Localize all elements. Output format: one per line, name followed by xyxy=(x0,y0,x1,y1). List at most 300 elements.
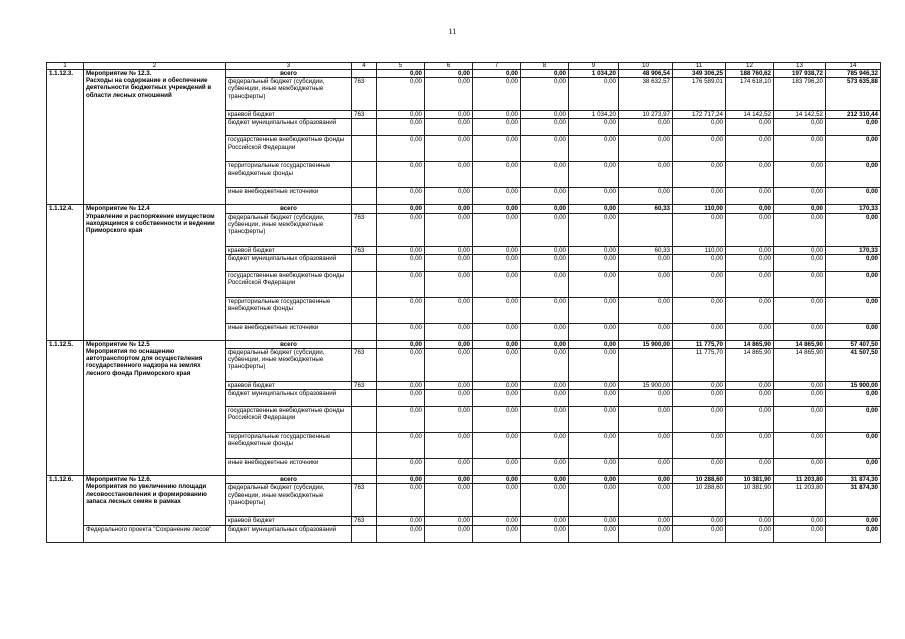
value-cell: 0,00 xyxy=(377,162,425,188)
value-cell: 41 507,50 xyxy=(826,349,881,382)
measure-name: Расходы на содержание и обеспечение деятельности бюджетных учреждений в области лесных отношений xyxy=(86,77,212,99)
value-cell: 0,00 xyxy=(619,323,673,340)
value-cell: 0,00 xyxy=(377,78,425,111)
value-cell: 31 874,30 xyxy=(826,484,881,517)
funding-source: государственные внебюджетные фонды Российской Федерации xyxy=(226,407,352,433)
value-cell: 0,00 xyxy=(473,205,521,213)
value-cell: 0,00 xyxy=(569,484,619,517)
value-cell: 0,00 xyxy=(726,517,774,525)
value-cell: 170,33 xyxy=(826,246,881,254)
measure-description xyxy=(84,205,226,340)
column-number: 14 xyxy=(826,63,881,70)
column-number: 3 xyxy=(226,63,352,70)
value-cell: 14 865,90 xyxy=(726,340,774,348)
value-cell: 0,00 xyxy=(726,382,774,390)
value-cell: 15 900,00 xyxy=(826,382,881,390)
value-cell: 0,00 xyxy=(673,119,726,136)
value-cell: 0,00 xyxy=(425,205,473,213)
value-cell: 0,00 xyxy=(473,78,521,111)
value-cell: 172 717,24 xyxy=(673,111,726,119)
column-number: 1 xyxy=(47,63,84,70)
value-cell: 0,00 xyxy=(521,476,569,484)
value-cell: 0,00 xyxy=(473,349,521,382)
value-cell: 0,00 xyxy=(826,459,881,476)
value-cell: 15 900,00 xyxy=(619,340,673,348)
value-cell: 60,33 xyxy=(619,205,673,213)
column-number: 12 xyxy=(726,63,774,70)
value-cell: 0,00 xyxy=(673,407,726,433)
value-cell: 0,00 xyxy=(473,459,521,476)
value-cell: 0,00 xyxy=(377,382,425,390)
value-cell: 0,00 xyxy=(569,390,619,407)
funding-source: государственные внебюджетные фонды Российской Федерации xyxy=(226,136,352,162)
funding-source: бюджет муниципальных образований xyxy=(226,119,352,136)
value-cell: 0,00 xyxy=(569,340,619,348)
budget-code xyxy=(352,433,377,459)
value-cell: 0,00 xyxy=(425,525,473,542)
value-cell: 0,00 xyxy=(774,136,826,162)
value-cell: 0,00 xyxy=(377,70,425,78)
funding-source: территориальные государственные внебюджетные фонды xyxy=(226,433,352,459)
value-cell: 0,00 xyxy=(473,525,521,542)
value-cell: 0,00 xyxy=(425,433,473,459)
value-cell: 0,00 xyxy=(473,136,521,162)
budget-code xyxy=(352,407,377,433)
value-cell: 11 775,70 xyxy=(673,349,726,382)
value-cell: 0,00 xyxy=(619,297,673,323)
value-cell: 0,00 xyxy=(377,484,425,517)
budget-code: 763 xyxy=(352,78,377,111)
value-cell: 0,00 xyxy=(826,407,881,433)
value-cell: 0,00 xyxy=(521,254,569,271)
value-cell: 38 632,57 xyxy=(619,78,673,111)
value-cell: 0,00 xyxy=(826,213,881,246)
value-cell: 0,00 xyxy=(726,271,774,297)
measure-title: Мероприятие № 12.3. xyxy=(86,70,152,77)
value-cell: 0,00 xyxy=(569,271,619,297)
value-cell: 0,00 xyxy=(826,119,881,136)
value-cell: 10 288,60 xyxy=(673,484,726,517)
budget-code xyxy=(352,205,377,213)
value-cell: 0,00 xyxy=(377,340,425,348)
value-cell: 0,00 xyxy=(473,213,521,246)
budget-code: 763 xyxy=(352,246,377,254)
measure-description xyxy=(84,340,226,475)
value-cell: 0,00 xyxy=(774,213,826,246)
funding-source: краевой бюджет xyxy=(226,111,352,119)
value-cell: 0,00 xyxy=(521,484,569,517)
value-cell: 0,00 xyxy=(473,433,521,459)
value-cell: 0,00 xyxy=(473,162,521,188)
value-cell: 0,00 xyxy=(425,390,473,407)
value-cell: 10 381,90 xyxy=(726,476,774,484)
value-cell: 0,00 xyxy=(569,407,619,433)
value-cell: 0,00 xyxy=(377,254,425,271)
value-cell: 170,33 xyxy=(826,205,881,213)
value-cell: 0,00 xyxy=(521,271,569,297)
value-cell: 0,00 xyxy=(521,213,569,246)
value-cell: 0,00 xyxy=(377,476,425,484)
measure-description xyxy=(84,476,226,525)
value-cell: 0,00 xyxy=(774,188,826,205)
measure-name: Мероприятия по увеличению площади лесовосстановления и формированию запаса лесных семян в рамках xyxy=(86,483,207,505)
value-cell: 15 900,00 xyxy=(619,382,673,390)
value-cell: 0,00 xyxy=(673,254,726,271)
budget-code xyxy=(352,340,377,348)
table-row xyxy=(47,205,881,213)
value-cell: 0,00 xyxy=(774,254,826,271)
funding-source: краевой бюджет xyxy=(226,517,352,525)
value-cell: 0,00 xyxy=(726,254,774,271)
funding-source: территориальные государственные внебюджетные фонды xyxy=(226,162,352,188)
value-cell: 0,00 xyxy=(569,525,619,542)
budget-code: 763 xyxy=(352,382,377,390)
row-code: 1.1.12.3. xyxy=(47,70,84,205)
value-cell: 0,00 xyxy=(826,188,881,205)
value-cell: 0,00 xyxy=(377,205,425,213)
value-cell: 0,00 xyxy=(521,323,569,340)
value-cell: 0,00 xyxy=(673,517,726,525)
value-cell: 0,00 xyxy=(521,111,569,119)
value-cell: 0,00 xyxy=(377,136,425,162)
table-body xyxy=(47,63,881,543)
value-cell: 0,00 xyxy=(425,119,473,136)
value-cell: 0,00 xyxy=(521,162,569,188)
value-cell: 10 288,60 xyxy=(673,476,726,484)
value-cell: 0,00 xyxy=(425,349,473,382)
value-cell: 0,00 xyxy=(377,390,425,407)
funding-source: бюджет муниципальных образований xyxy=(226,525,352,542)
value-cell: 0,00 xyxy=(774,525,826,542)
value-cell: 0,00 xyxy=(473,111,521,119)
measure-title: Мероприятие № 12.6. xyxy=(86,476,152,484)
funding-source: федеральный бюджет (субсидии, субвенции, иные межбюджетные трансферты) xyxy=(226,349,352,382)
value-cell: 0,00 xyxy=(673,525,726,542)
value-cell: 14 865,90 xyxy=(774,349,826,382)
value-cell: 0,00 xyxy=(521,349,569,382)
column-number: 4 xyxy=(352,63,377,70)
column-number: 5 xyxy=(377,63,425,70)
value-cell: 0,00 xyxy=(521,390,569,407)
value-cell: 0,00 xyxy=(425,246,473,254)
value-cell: 0,00 xyxy=(774,382,826,390)
value-cell: 0,00 xyxy=(726,323,774,340)
value-cell: 0,00 xyxy=(826,525,881,542)
value-cell: 0,00 xyxy=(619,525,673,542)
value-cell: 0,00 xyxy=(619,517,673,525)
value-cell: 0,00 xyxy=(619,188,673,205)
value-cell: 0,00 xyxy=(425,111,473,119)
measure-name: Управление и распоряжение имуществом находящимся в собственности и ведении Приморского края xyxy=(86,212,215,235)
funding-source: всего xyxy=(226,205,352,213)
value-cell xyxy=(619,213,673,246)
value-cell: 14 142,52 xyxy=(726,111,774,119)
budget-table xyxy=(46,62,881,543)
value-cell: 0,00 xyxy=(726,213,774,246)
value-cell: 0,00 xyxy=(673,433,726,459)
value-cell: 0,00 xyxy=(473,70,521,78)
value-cell: 0,00 xyxy=(377,517,425,525)
funding-source: краевой бюджет xyxy=(226,246,352,254)
budget-code xyxy=(352,390,377,407)
funding-source: иные внебюджетные источники xyxy=(226,459,352,476)
value-cell: 0,00 xyxy=(774,162,826,188)
value-cell: 14 865,90 xyxy=(774,340,826,348)
funding-source: всего xyxy=(226,340,352,348)
budget-code xyxy=(352,271,377,297)
table-row xyxy=(47,525,881,542)
budget-code: 763 xyxy=(352,484,377,517)
value-cell: 0,00 xyxy=(425,407,473,433)
value-cell: 0,00 xyxy=(619,476,673,484)
measure-title: Мероприятие № 12.4 xyxy=(86,205,150,213)
budget-code: 763 xyxy=(352,349,377,382)
value-cell: 0,00 xyxy=(473,323,521,340)
value-cell: 0,00 xyxy=(473,188,521,205)
value-cell: 0,00 xyxy=(673,271,726,297)
row-code: 1.1.12.4. xyxy=(47,205,84,340)
value-cell: 0,00 xyxy=(377,188,425,205)
value-cell: 0,00 xyxy=(425,254,473,271)
value-cell: 0,00 xyxy=(826,297,881,323)
value-cell: 0,00 xyxy=(826,162,881,188)
budget-code xyxy=(352,459,377,476)
value-cell: 0,00 xyxy=(569,476,619,484)
value-cell: 0,00 xyxy=(774,271,826,297)
value-cell: 0,00 xyxy=(774,459,826,476)
value-cell: 0,00 xyxy=(826,136,881,162)
value-cell: 0,00 xyxy=(569,297,619,323)
value-cell: 174 618,10 xyxy=(726,78,774,111)
value-cell: 0,00 xyxy=(619,136,673,162)
value-cell: 0,00 xyxy=(774,119,826,136)
value-cell: 0,00 xyxy=(619,484,673,517)
value-cell: 11 203,80 xyxy=(774,476,826,484)
value-cell: 0,00 xyxy=(521,459,569,476)
value-cell: 0,00 xyxy=(473,484,521,517)
value-cell: 0,00 xyxy=(521,340,569,348)
value-cell: 349 306,25 xyxy=(673,70,726,78)
value-cell: 0,00 xyxy=(673,459,726,476)
value-cell: 0,00 xyxy=(619,254,673,271)
value-cell: 110,00 xyxy=(673,246,726,254)
value-cell: 0,00 xyxy=(521,205,569,213)
funding-source: всего xyxy=(226,476,352,484)
value-cell: 0,00 xyxy=(569,205,619,213)
measure-project: Федерального проекта "Сохранение лесов" xyxy=(84,525,226,542)
value-cell: 0,00 xyxy=(377,525,425,542)
value-cell: 0,00 xyxy=(425,188,473,205)
value-cell: 0,00 xyxy=(673,162,726,188)
value-cell: 0,00 xyxy=(473,390,521,407)
funding-source: бюджет муниципальных образований xyxy=(226,254,352,271)
value-cell: 60,33 xyxy=(619,246,673,254)
value-cell: 0,00 xyxy=(473,407,521,433)
value-cell: 0,00 xyxy=(619,433,673,459)
value-cell: 0,00 xyxy=(521,382,569,390)
value-cell: 0,00 xyxy=(425,136,473,162)
value-cell: 188 760,62 xyxy=(726,70,774,78)
value-cell: 0,00 xyxy=(774,205,826,213)
value-cell: 57 407,50 xyxy=(826,340,881,348)
value-cell: 0,00 xyxy=(774,390,826,407)
value-cell: 0,00 xyxy=(619,459,673,476)
funding-source: иные внебюджетные источники xyxy=(226,323,352,340)
value-cell: 0,00 xyxy=(473,254,521,271)
value-cell: 0,00 xyxy=(425,162,473,188)
budget-code: 763 xyxy=(352,111,377,119)
value-cell: 0,00 xyxy=(569,78,619,111)
value-cell: 573 635,88 xyxy=(826,78,881,111)
funding-source: всего xyxy=(226,70,352,78)
value-cell xyxy=(619,349,673,382)
value-cell: 0,00 xyxy=(726,246,774,254)
value-cell: 0,00 xyxy=(473,476,521,484)
funding-source: государственные внебюджетные фонды Российской Федерации xyxy=(226,271,352,297)
value-cell: 0,00 xyxy=(619,407,673,433)
value-cell: 0,00 xyxy=(726,390,774,407)
table-row xyxy=(47,70,881,78)
value-cell: 0,00 xyxy=(673,136,726,162)
value-cell: 0,00 xyxy=(826,390,881,407)
value-cell: 0,00 xyxy=(377,271,425,297)
value-cell: 0,00 xyxy=(726,205,774,213)
funding-source: федеральный бюджет (субсидии, субвенции, иные межбюджетные трансферты) xyxy=(226,213,352,246)
value-cell: 0,00 xyxy=(521,433,569,459)
table-row xyxy=(47,476,881,484)
value-cell: 0,00 xyxy=(774,323,826,340)
value-cell: 0,00 xyxy=(425,70,473,78)
value-cell: 0,00 xyxy=(425,484,473,517)
value-cell: 0,00 xyxy=(774,246,826,254)
value-cell: 0,00 xyxy=(377,433,425,459)
budget-code xyxy=(352,525,377,542)
value-cell: 0,00 xyxy=(521,297,569,323)
value-cell: 0,00 xyxy=(726,433,774,459)
value-cell: 0,00 xyxy=(377,111,425,119)
value-cell: 0,00 xyxy=(425,459,473,476)
value-cell: 0,00 xyxy=(826,517,881,525)
value-cell: 0,00 xyxy=(569,188,619,205)
value-cell: 11 203,80 xyxy=(774,484,826,517)
value-cell: 0,00 xyxy=(569,119,619,136)
column-number: 2 xyxy=(84,63,226,70)
value-cell: 14 865,90 xyxy=(726,349,774,382)
value-cell: 0,00 xyxy=(425,78,473,111)
value-cell: 0,00 xyxy=(826,254,881,271)
funding-source: бюджет муниципальных образований xyxy=(226,390,352,407)
value-cell: 0,00 xyxy=(673,390,726,407)
value-cell: 0,00 xyxy=(425,323,473,340)
budget-code xyxy=(352,254,377,271)
value-cell: 785 946,32 xyxy=(826,70,881,78)
funding-source: федеральный бюджет (субсидии, субвенции, иные межбюджетные трансферты) xyxy=(226,484,352,517)
value-cell: 0,00 xyxy=(569,323,619,340)
budget-code xyxy=(352,476,377,484)
value-cell: 0,00 xyxy=(726,297,774,323)
funding-source: краевой бюджет xyxy=(226,382,352,390)
value-cell: 0,00 xyxy=(521,119,569,136)
value-cell: 0,00 xyxy=(473,246,521,254)
page-number: 11 xyxy=(448,27,457,36)
value-cell: 0,00 xyxy=(425,382,473,390)
value-cell: 11 775,70 xyxy=(673,340,726,348)
value-cell: 0,00 xyxy=(425,213,473,246)
value-cell: 0,00 xyxy=(377,323,425,340)
value-cell: 0,00 xyxy=(473,517,521,525)
value-cell: 0,00 xyxy=(569,254,619,271)
value-cell: 0,00 xyxy=(774,517,826,525)
value-cell: 0,00 xyxy=(473,271,521,297)
value-cell: 0,00 xyxy=(473,340,521,348)
measure-description xyxy=(84,70,226,205)
column-number: 8 xyxy=(521,63,569,70)
value-cell: 10 381,90 xyxy=(726,484,774,517)
measure-name: Мероприятия по оснащению автотранспортом для осуществления государственного надзора на землях лесного фонда Приморского края xyxy=(86,348,203,377)
value-cell: 110,00 xyxy=(673,205,726,213)
header-row xyxy=(47,63,881,70)
value-cell: 0,00 xyxy=(569,459,619,476)
value-cell: 0,00 xyxy=(377,407,425,433)
value-cell: 0,00 xyxy=(569,433,619,459)
value-cell: 1 034,20 xyxy=(569,111,619,119)
value-cell: 0,00 xyxy=(774,297,826,323)
budget-code xyxy=(352,188,377,205)
value-cell: 0,00 xyxy=(569,517,619,525)
budget-code xyxy=(352,136,377,162)
budget-code xyxy=(352,70,377,78)
value-cell: 0,00 xyxy=(521,70,569,78)
value-cell: 0,00 xyxy=(569,136,619,162)
value-cell: 0,00 xyxy=(521,525,569,542)
value-cell: 0,00 xyxy=(673,213,726,246)
value-cell: 0,00 xyxy=(377,246,425,254)
value-cell: 0,00 xyxy=(726,136,774,162)
value-cell: 0,00 xyxy=(425,271,473,297)
funding-source: иные внебюджетные источники xyxy=(226,188,352,205)
value-cell: 0,00 xyxy=(673,297,726,323)
value-cell: 0,00 xyxy=(569,349,619,382)
value-cell: 10 273,97 xyxy=(619,111,673,119)
value-cell: 0,00 xyxy=(726,162,774,188)
value-cell: 0,00 xyxy=(673,323,726,340)
value-cell: 0,00 xyxy=(521,517,569,525)
value-cell: 0,00 xyxy=(425,476,473,484)
value-cell: 0,00 xyxy=(826,323,881,340)
value-cell: 0,00 xyxy=(377,119,425,136)
value-cell: 0,00 xyxy=(619,390,673,407)
value-cell: 48 906,54 xyxy=(619,70,673,78)
value-cell: 0,00 xyxy=(826,433,881,459)
value-cell: 0,00 xyxy=(473,119,521,136)
value-cell: 0,00 xyxy=(569,162,619,188)
row-code: 1.1.12.6. xyxy=(47,476,84,542)
value-cell: 0,00 xyxy=(521,78,569,111)
value-cell: 0,00 xyxy=(673,188,726,205)
value-cell: 0,00 xyxy=(473,297,521,323)
value-cell: 0,00 xyxy=(521,246,569,254)
budget-code: 763 xyxy=(352,213,377,246)
value-cell: 0,00 xyxy=(473,382,521,390)
value-cell: 0,00 xyxy=(726,525,774,542)
value-cell: 0,00 xyxy=(521,407,569,433)
value-cell: 183 796,20 xyxy=(774,78,826,111)
column-number: 6 xyxy=(425,63,473,70)
value-cell: 0,00 xyxy=(425,517,473,525)
column-number: 13 xyxy=(774,63,826,70)
budget-code xyxy=(352,162,377,188)
budget-code: 763 xyxy=(352,517,377,525)
